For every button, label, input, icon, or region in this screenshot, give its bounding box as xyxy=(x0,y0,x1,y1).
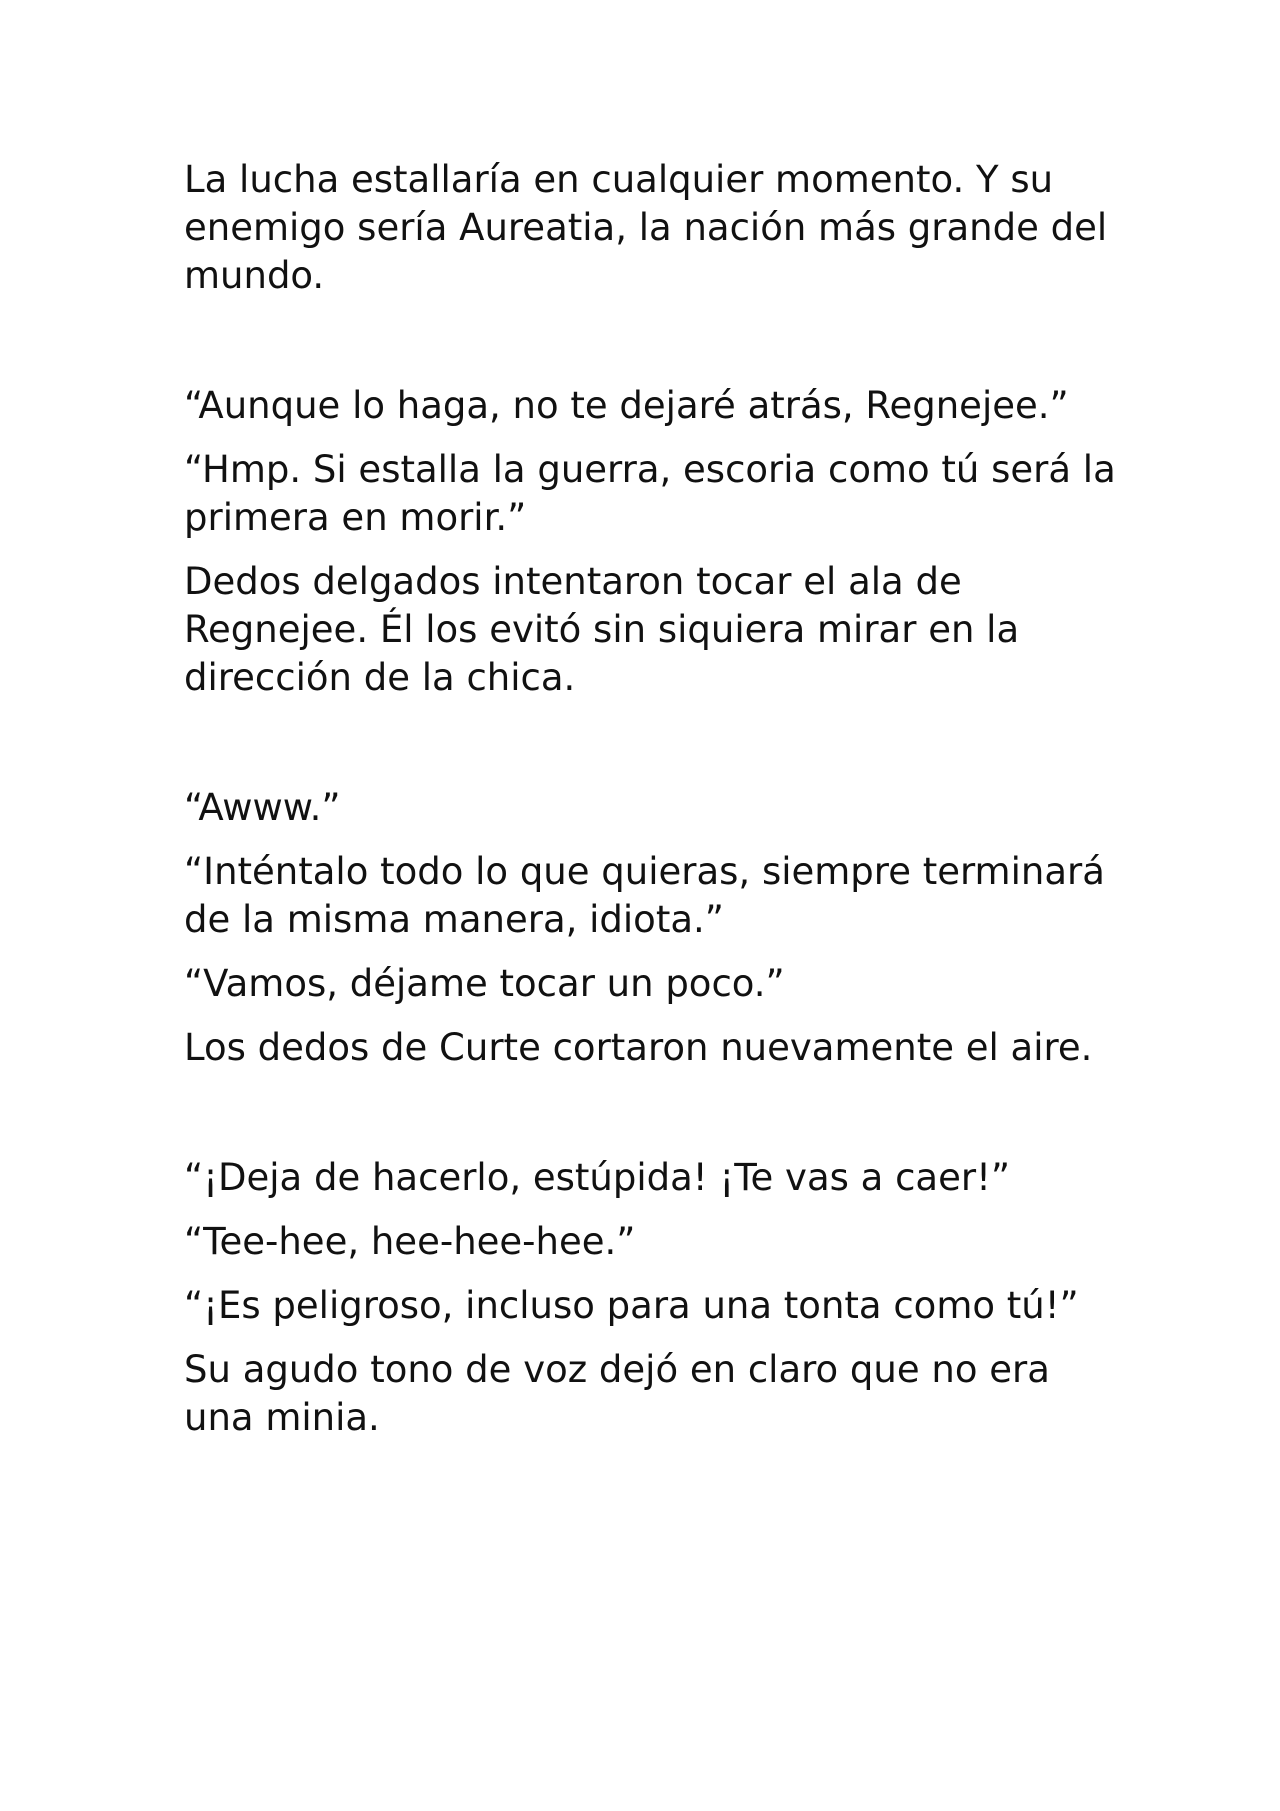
paragraph: La lucha estallaría en cualquier momento. Y su enemigo sería Aureatia, la nación más grande del mundo. xyxy=(184,158,1108,297)
paragraph: Dedos delgados intentaron tocar el ala de Regnejee. Él los evitó sin siquiera mirar en la dirección de la chica. xyxy=(184,560,1020,699)
paragraph: “Vamos, déjame tocar un poco.” xyxy=(184,962,785,1005)
paragraph: Su agudo tono de voz dejó en claro que no era una minia. xyxy=(184,1348,1050,1439)
paragraph: “Aunque lo haga, no te dejaré atrás, Regnejee.” xyxy=(184,384,1069,427)
paragraph: “Awww.” xyxy=(184,786,341,829)
paragraph: Los dedos de Curte cortaron nuevamente el aire. xyxy=(184,1026,1093,1069)
paragraph: “¡Deja de hacerlo, estúpida! ¡Te vas a caer!” xyxy=(184,1156,1011,1199)
body-text xyxy=(184,156,1124,1458)
paragraph: “Tee-hee, hee-hee-hee.” xyxy=(184,1220,636,1263)
paragraph: “¡Es peligroso, incluso para una tonta como tú!” xyxy=(184,1284,1079,1327)
paragraph: “Inténtalo todo lo que quieras, siempre terminará de la misma manera, idiota.” xyxy=(184,850,1105,941)
paragraph: “Hmp. Si estalla la guerra, escoria como tú será la primera en morir.” xyxy=(184,448,1116,539)
